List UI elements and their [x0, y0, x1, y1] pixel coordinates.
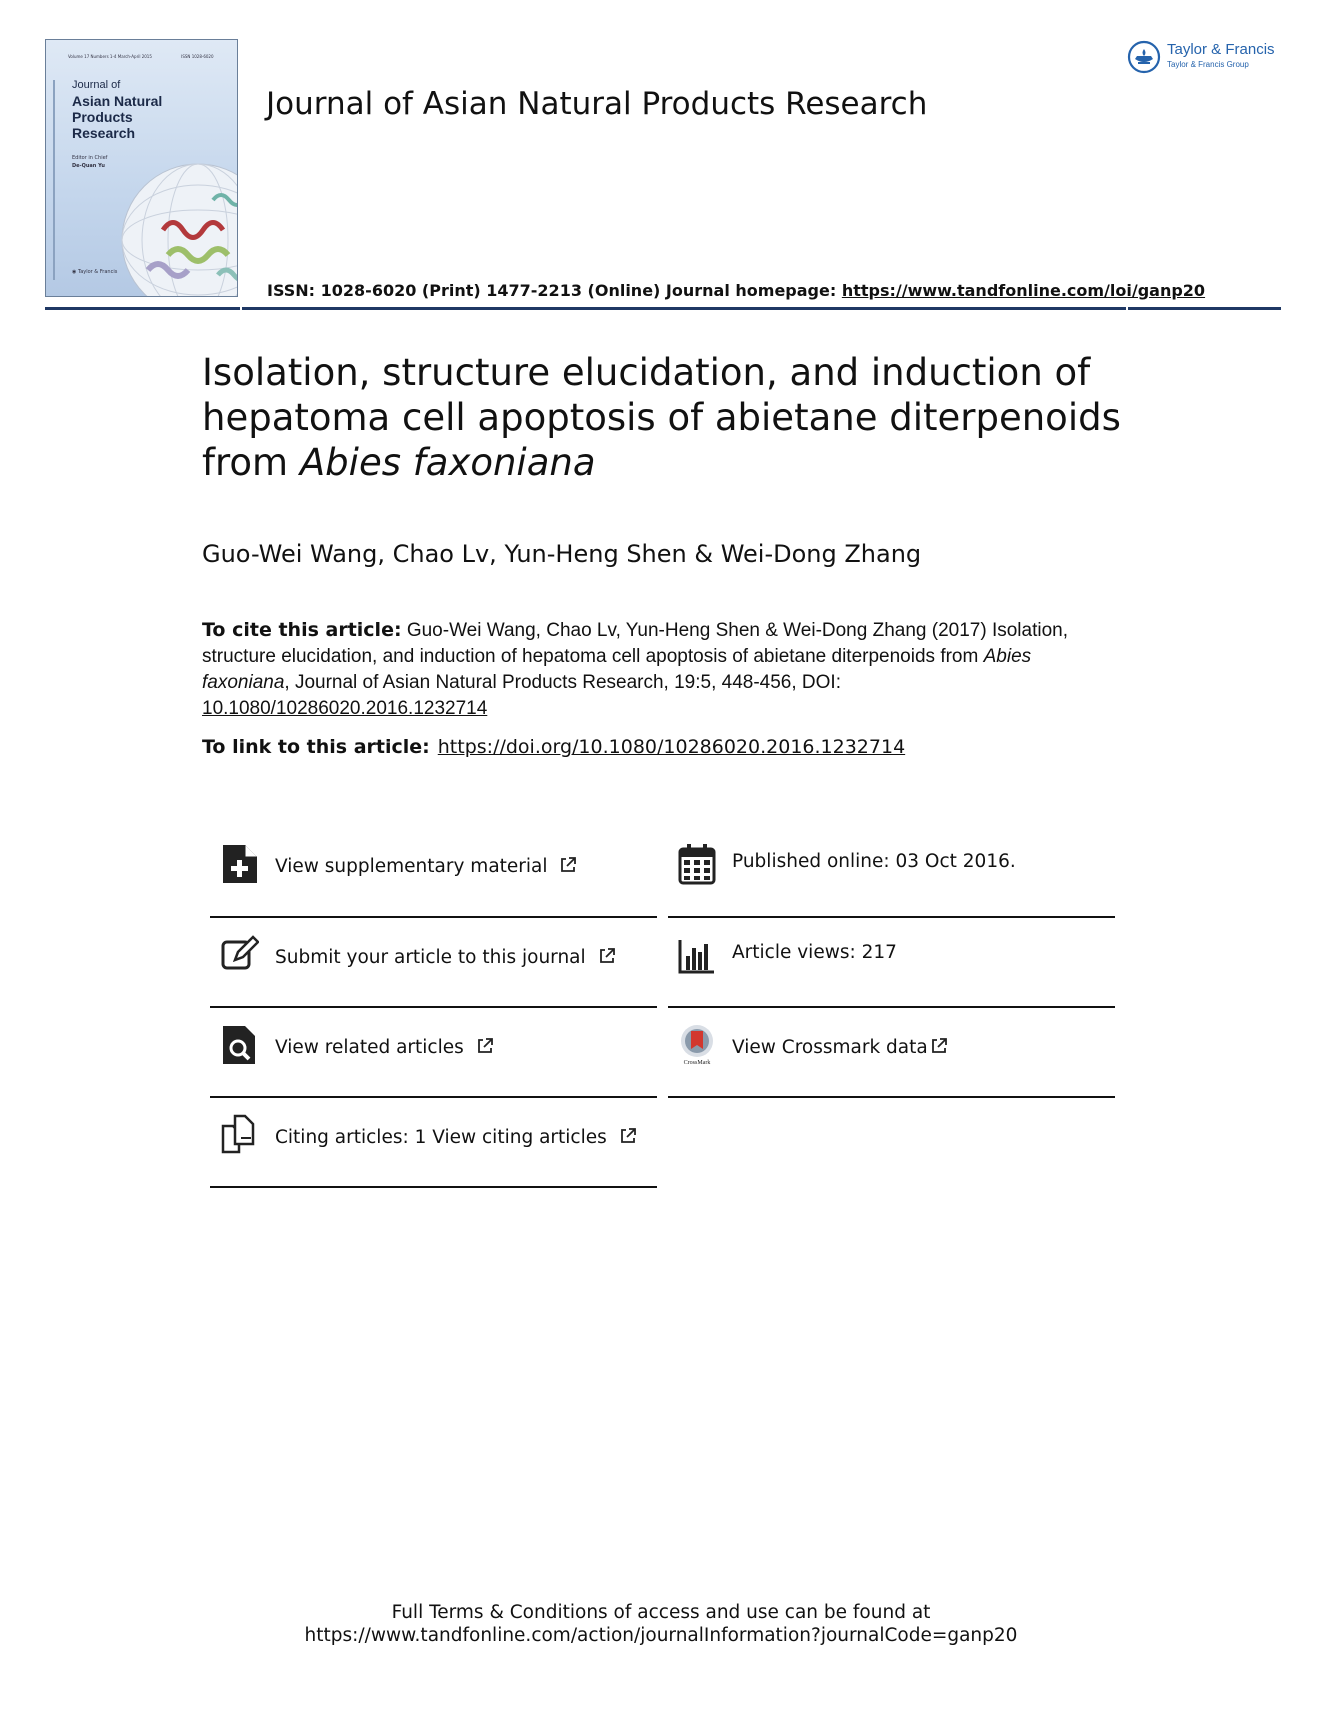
cover-issn-text: ISSN 1028-6020	[181, 54, 214, 59]
header-rule	[45, 307, 1281, 310]
article-views-text: Article views: 217	[732, 942, 897, 963]
cover-title-line: Journal of	[72, 79, 121, 91]
publisher-logo[interactable]	[1127, 38, 1287, 78]
citation-text: , Journal of Asian Natural Products Research, 19:5, 448-456, DOI:	[284, 672, 841, 693]
supplementary-material-link[interactable]	[275, 856, 577, 877]
article-title-main: Isolation, structure elucidation, and induction of hepatoma cell apoptosis of abietane diterpenoids from	[202, 351, 1121, 484]
article-doi-link[interactable]: https://doi.org/10.1080/10286020.2016.1232714	[437, 736, 906, 758]
cover-title-line: Asian Natural	[72, 93, 163, 109]
terms-footer	[0, 1601, 1322, 1647]
related-articles-link[interactable]	[275, 1037, 494, 1058]
external-link-icon	[476, 1037, 494, 1055]
submit-article-cell[interactable]	[211, 917, 657, 1006]
article-link-line	[202, 736, 905, 758]
cover-globe-illustration	[118, 160, 238, 297]
crossmark-icon	[678, 1024, 716, 1066]
issn-text: ISSN: 1028-6020 (Print) 1477-2213 (Online) Journal homepage:	[267, 281, 842, 300]
grid-divider	[210, 1186, 657, 1188]
external-link-icon	[598, 947, 616, 965]
cover-publisher-text: Taylor & Francis	[77, 269, 118, 275]
copy-documents-icon	[221, 1114, 259, 1156]
crossmark-text: View Crossmark data	[732, 1037, 928, 1058]
header-rule-notch	[240, 304, 242, 310]
citing-articles-link[interactable]	[275, 1127, 637, 1148]
cover-editor	[72, 154, 107, 170]
crossmark-cell[interactable]	[668, 1007, 1114, 1096]
published-date-cell	[668, 826, 1114, 915]
cover-publisher-mark	[72, 269, 117, 275]
article-title-species: Abies faxoniana	[299, 441, 596, 484]
article-authors: Guo-Wei Wang, Chao Lv, Yun-Heng Shen & Wei-Dong Zhang	[202, 540, 922, 568]
external-link-icon	[930, 1037, 948, 1055]
header-rule-notch	[1126, 304, 1128, 310]
article-views-cell	[668, 917, 1114, 1006]
article-title	[202, 350, 1162, 485]
edit-icon	[221, 934, 259, 976]
citing-articles-cell[interactable]	[211, 1097, 657, 1186]
citing-articles-text: Citing articles: 1 View citing articles	[275, 1127, 607, 1148]
cover-title-line: Products	[72, 109, 133, 125]
crossmark-logo-text: CrossMark	[683, 1060, 711, 1066]
submit-article-text: Submit your article to this journal	[275, 947, 586, 968]
cover-volume-text: Volume 17 Numbers 1-4 March-April 2015	[68, 54, 152, 59]
issn-line	[267, 281, 1205, 300]
terms-footer-line: Full Terms & Conditions of access and use can be found at	[391, 1602, 931, 1623]
cover-editor-label: Editor in Chief	[72, 155, 108, 161]
external-link-icon	[559, 856, 577, 874]
cover-editor-name: De-Quan Yu	[72, 163, 105, 169]
citation-species: Abies faxoniana	[202, 646, 1032, 693]
publisher-group: Taylor & Francis Group	[1167, 60, 1249, 69]
cover-publisher-icon: ◉	[72, 269, 77, 275]
journal-title: Journal of Asian Natural Products Research	[266, 86, 928, 122]
terms-footer-url[interactable]: https://www.tandfonline.com/action/journalInformation?journalCode=ganp20	[304, 1625, 1018, 1646]
related-articles-text: View related articles	[275, 1037, 464, 1058]
calendar-icon	[678, 843, 716, 885]
article-link-label: To link to this article:	[202, 736, 430, 758]
published-date-text: Published online: 03 Oct 2016.	[732, 851, 1016, 872]
citation-label: To cite this article:	[202, 619, 402, 641]
external-link-icon	[619, 1127, 637, 1145]
taylor-francis-lamp-icon	[1127, 40, 1161, 74]
journal-cover-image	[45, 39, 238, 297]
related-articles-cell[interactable]	[211, 1007, 657, 1096]
citation-text: Guo-Wei Wang, Chao Lv, Yun-Heng Shen & Wei-Dong Zhang (2017) Isolation, structure elucidation, and induction of hepatoma cell apoptosis of abietane diterpenoids from	[202, 620, 1068, 667]
submit-article-link[interactable]	[275, 947, 616, 968]
publisher-name: Taylor & Francis	[1167, 41, 1275, 58]
cover-journal-title	[72, 77, 162, 141]
cover-spine	[50, 80, 58, 280]
search-document-icon	[221, 1024, 259, 1066]
citation-block	[202, 617, 1122, 722]
grid-divider	[668, 1096, 1115, 1098]
citation-doi-link[interactable]: 10.1080/10286020.2016.1232714	[202, 698, 488, 719]
cover-volume-line	[68, 54, 214, 59]
file-plus-icon	[221, 843, 259, 885]
bar-chart-icon	[678, 934, 716, 976]
supplementary-material-cell[interactable]	[211, 826, 657, 915]
cover-title-line: Research	[72, 125, 136, 141]
journal-homepage-link[interactable]: https://www.tandfonline.com/loi/ganp20	[841, 281, 1206, 300]
crossmark-link[interactable]	[732, 1037, 948, 1058]
supplementary-material-text: View supplementary material	[275, 856, 548, 877]
